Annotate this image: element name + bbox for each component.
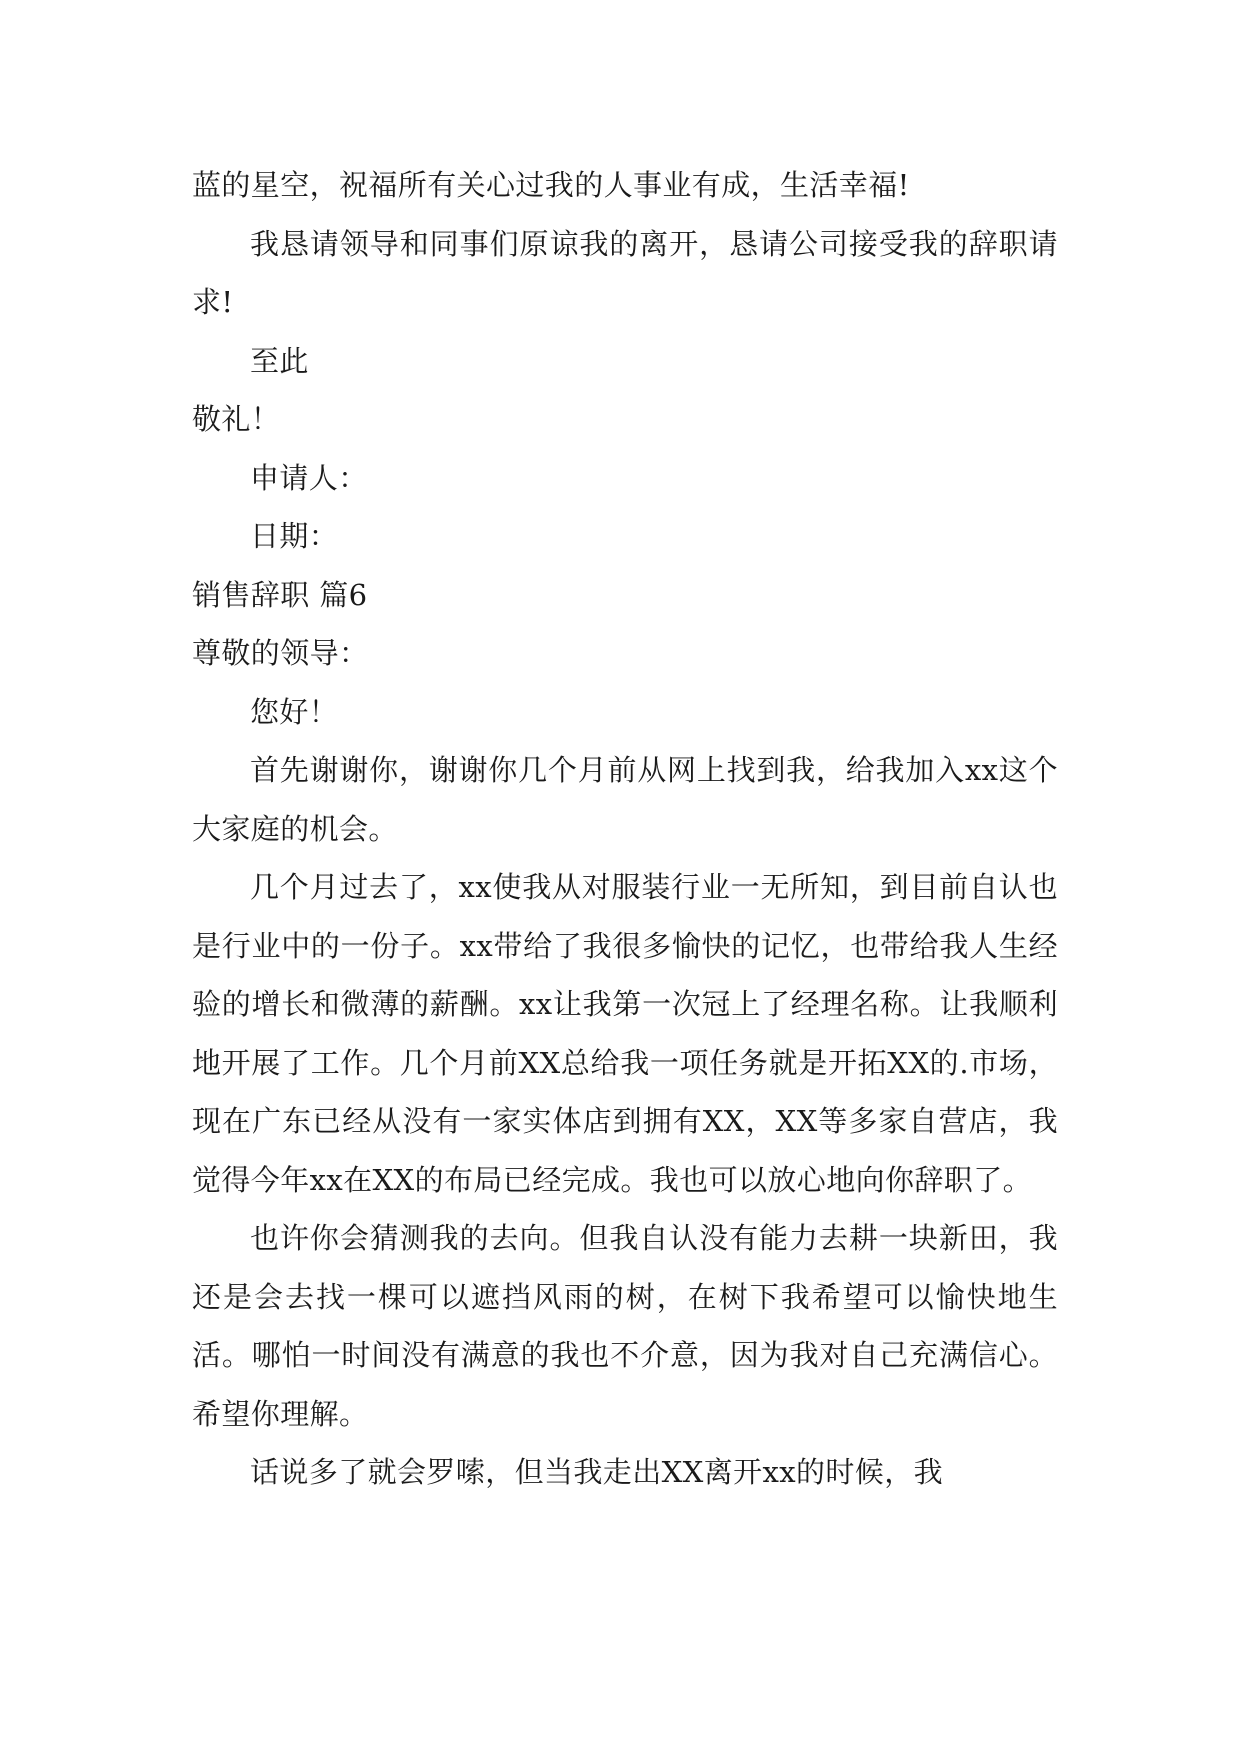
paragraph-thanks: 首先谢谢你，谢谢你几个月前从网上找到我，给我加入xx这个大家庭的机会。 [192,753,1058,846]
paragraph-date-label: 日期： [250,519,339,553]
paragraph-future: 也许你会猜测我的去向。但我自认没有能力去耕一块新田，我还是会去找一棵可以遮挡风雨的树，在树下我希望可以愉快地生活。哪怕一时间没有满意的我也不介意，因为我对自己充满信心。希望你理解。 [192,1221,1058,1431]
paragraph-recipient: 尊敬的领导： [192,636,369,670]
paragraph-greeting: 您好！ [250,694,339,729]
paragraph-experience: 几个月过去了，xx使我从对服装行业一无所知，到目前自认也是行业中的一份子。xx带给了我很多愉快的记忆，也带给我人生经验的增长和微薄的薪酬。xx让我第一次冠上了经理名称。让我顺利地开展了工作。几个月前XX总给我一项任务就是开拓XX的.市场，现在广东已经从没有一家实体店到拥有XX，XX等多家自营店，我觉得今年xx在XX的布局已经完成。我也可以放心地向你辞职了。 [192,870,1058,1197]
paragraph-applicant-label: 申请人： [250,460,368,495]
paragraph-farewell-partial: 话说多了就会罗嗦，但当我走出XX离开xx的时候，我 [250,1455,944,1489]
paragraph-resignation-request: 我恳请领导和同事们原谅我的离开，恳请公司接受我的辞职请求! [192,226,1058,319]
section-heading: 销售辞职 篇6 [192,577,368,612]
paragraph-salutation-jingli: 敬礼！ [192,402,281,436]
document-body [192,156,1058,1502]
paragraph-blessing: 蓝的星空，祝福所有关心过我的人事业有成，生活幸福! [192,168,910,202]
paragraph-closing-zhici: 至此 [250,343,309,378]
